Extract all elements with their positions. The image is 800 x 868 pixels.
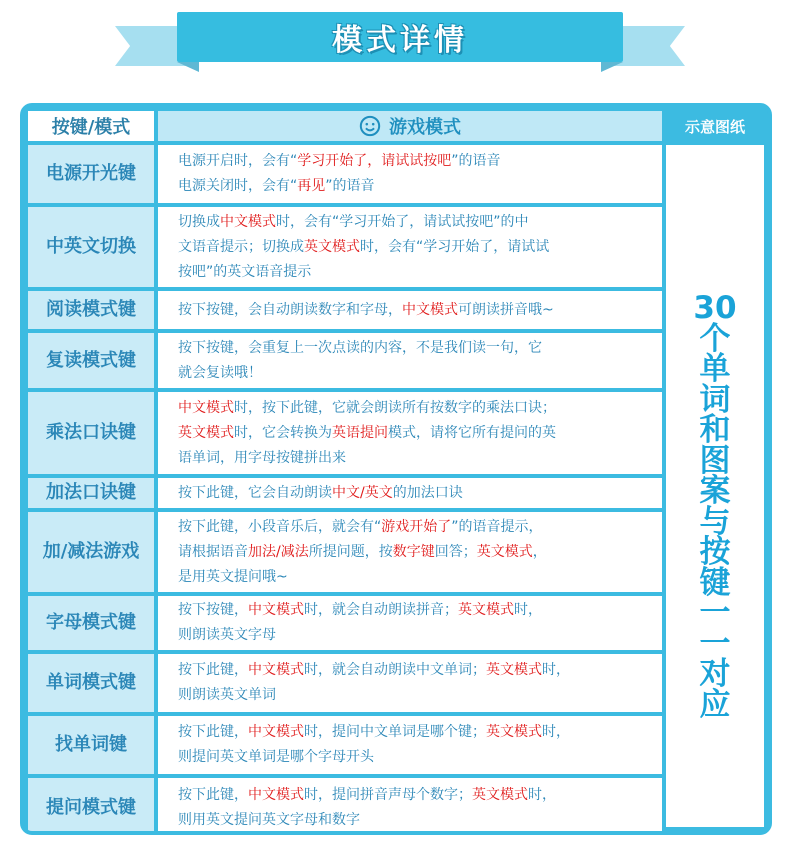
row-description: [158, 207, 662, 287]
description-text: 回答；: [434, 543, 477, 560]
description-text: 则提问英文单词是哪个字母开头: [178, 749, 374, 765]
highlight-text: 英文模式: [472, 787, 528, 803]
description-line: [178, 336, 542, 361]
highlight-text: 中文模式: [248, 602, 304, 618]
row-description: [158, 716, 662, 774]
row-description: [158, 596, 662, 650]
description-line: [178, 683, 570, 708]
highlight-text: 再见: [297, 178, 326, 194]
highlight-text: 中文模式: [220, 213, 276, 230]
diagram-char: 30: [693, 290, 737, 326]
highlight-text: 加法/减法: [248, 543, 309, 560]
row-description: [158, 478, 662, 508]
diagram-char: 与: [699, 503, 731, 540]
description-text: 文语音提示；切换成: [178, 238, 304, 255]
description-line: [178, 298, 554, 323]
description-text: 按下此键，小段音乐后，就会有“: [178, 518, 382, 535]
description-text: 则用英文提问英文字母和数字: [178, 812, 360, 828]
row-key-label: 加/减法游戏: [28, 512, 154, 592]
description-text: 请根据语音: [178, 543, 248, 560]
description-line: [178, 540, 547, 565]
description-text: 模式，请将它所有提问的英: [388, 424, 556, 441]
row-description: [158, 654, 662, 712]
description-text: 电源关闭时，会有“: [178, 178, 298, 194]
description-text: 就会复读哦！: [178, 364, 262, 381]
highlight-text: 中文/英文: [332, 484, 393, 501]
description-text: 按下按键，会重复上一次点读的内容，不是我们读一句，它: [178, 339, 542, 356]
highlight-text: 数字键: [392, 543, 435, 560]
description-line: [178, 565, 547, 590]
highlight-text: 中文模式: [248, 662, 304, 678]
description-text: 按下按键，会自动朗读数字和字母，: [178, 301, 402, 318]
description-text: ”的语音: [451, 153, 501, 169]
diagram-char: 按: [699, 534, 731, 570]
diagram-char: 词: [699, 381, 731, 418]
diagram-char: 图: [699, 442, 731, 479]
diagram-char: 应: [699, 686, 731, 723]
description-text: 时，: [514, 602, 542, 618]
highlight-text: 中文模式: [178, 399, 234, 416]
description-text: 时，提问中文单词是哪个键；: [304, 724, 486, 740]
row-description: [158, 392, 662, 474]
description-text: 切换成: [178, 213, 220, 230]
description-line: [178, 481, 463, 506]
description-text: ”的语音: [325, 178, 375, 194]
highlight-text: 英文模式: [458, 602, 514, 618]
description-line: [178, 720, 570, 745]
row-description: [158, 291, 662, 329]
highlight-text: 英文模式: [304, 238, 360, 255]
highlight-text: 学习开始了，请试试按吧: [297, 153, 452, 169]
description-line: [178, 396, 556, 421]
smiley-icon: [359, 115, 381, 137]
mode-table: [20, 103, 772, 835]
diagram-vertical-text: [666, 290, 764, 723]
description-line: [178, 421, 556, 446]
row-key-label: 找单词键: [28, 716, 154, 774]
description-text: 时，: [542, 724, 570, 740]
description-line: [178, 623, 542, 648]
description-line: [178, 515, 547, 540]
description-text: 时，会有“学习开始了，请试试: [360, 238, 550, 255]
header-key-column: 按键/模式: [28, 111, 154, 141]
description-text: 按吧”的英文语音提示: [178, 263, 312, 280]
row-key-label: 电源开光键: [28, 145, 154, 203]
header-mode-column: [158, 111, 662, 141]
row-description: [158, 512, 662, 592]
title-banner: [115, 10, 685, 74]
description-text: ，: [532, 543, 547, 560]
banner-main: [177, 12, 623, 62]
row-description: [158, 778, 662, 835]
description-text: 按下此键，: [178, 724, 248, 740]
row-key-label: 阅读模式键: [28, 291, 154, 329]
description-text: 可朗读拼音哦~: [458, 301, 554, 318]
highlight-text: 中文模式: [248, 724, 304, 740]
diagram-char: 一: [699, 625, 731, 662]
highlight-text: 游戏开始了: [381, 518, 452, 535]
highlight-text: 中文模式: [248, 787, 304, 803]
description-text: ”的语音提示，: [451, 518, 543, 535]
row-description: [158, 333, 662, 388]
diagram-char: 案: [699, 473, 731, 509]
description-line: [178, 598, 542, 623]
description-line: [178, 210, 549, 235]
description-text: 是用英文提问哦~: [178, 568, 288, 585]
description-line: [178, 235, 549, 260]
highlight-text: 英文模式: [178, 424, 234, 441]
description-text: 时，: [528, 787, 556, 803]
description-text: 按下此键，: [178, 662, 248, 678]
description-line: [178, 783, 556, 808]
diagram-char: 和: [699, 412, 731, 448]
description-text: 时，它会转换为: [234, 424, 332, 441]
highlight-text: 英文模式: [476, 543, 533, 560]
description-line: [178, 658, 570, 683]
diagram-char: 个: [699, 320, 731, 357]
description-line: [178, 260, 549, 285]
row-key-label: 提问模式键: [28, 778, 154, 835]
diagram-column: [666, 145, 764, 827]
highlight-text: 英语提问: [332, 424, 388, 441]
row-key-label: 加法口诀键: [28, 478, 154, 508]
header-mode-label: 游戏模式: [389, 117, 461, 138]
description-text: 时，会有“学习开始了，请试试按吧”的中: [276, 213, 529, 230]
diagram-char: 一: [699, 595, 731, 631]
description-text: 时，就会自动朗读拼音；: [304, 602, 458, 618]
description-text: 电源开启时，会有“: [178, 153, 298, 169]
description-line: [178, 174, 501, 199]
page-title: 模式详情: [332, 23, 468, 58]
header-diagram-column: 示意图纸: [666, 111, 764, 141]
description-line: [178, 149, 501, 174]
description-line: [178, 361, 542, 386]
description-text: 时，按下此键，它就会朗读所有按数字的乘法口诀；: [234, 399, 556, 416]
row-description: [158, 145, 662, 203]
description-text: 所提问题，按: [308, 543, 393, 560]
description-text: 语单词，用字母按键拼出来: [178, 449, 346, 466]
description-text: 时，提问拼音声母个数字；: [304, 787, 472, 803]
highlight-text: 中文模式: [402, 301, 458, 318]
description-text: 时，就会自动朗读中文单词；: [304, 662, 486, 678]
highlight-text: 英文模式: [486, 662, 542, 678]
description-line: [178, 745, 570, 770]
description-text: 按下此键，它会自动朗读: [178, 484, 332, 501]
row-key-label: 字母模式键: [28, 596, 154, 650]
description-text: 按下此键，: [178, 787, 248, 803]
diagram-char: 对: [699, 656, 731, 692]
description-text: 则朗读英文字母: [178, 627, 276, 643]
description-text: 的加法口诀: [392, 484, 463, 501]
description-text: 则朗读英文单词: [178, 687, 276, 703]
description-text: 按下按键，: [178, 602, 248, 618]
table-body: [24, 107, 768, 831]
highlight-text: 英文模式: [486, 724, 542, 740]
description-line: [178, 446, 556, 471]
row-key-label: 中英文切换: [28, 207, 154, 287]
description-text: 时，: [542, 662, 570, 678]
description-line: [178, 808, 556, 833]
diagram-char: 单: [699, 351, 731, 387]
banner-left-fold: [177, 62, 199, 72]
diagram-char: 键: [699, 564, 731, 601]
row-key-label: 单词模式键: [28, 654, 154, 712]
row-key-label: 复读模式键: [28, 333, 154, 388]
row-key-label: 乘法口诀键: [28, 392, 154, 474]
